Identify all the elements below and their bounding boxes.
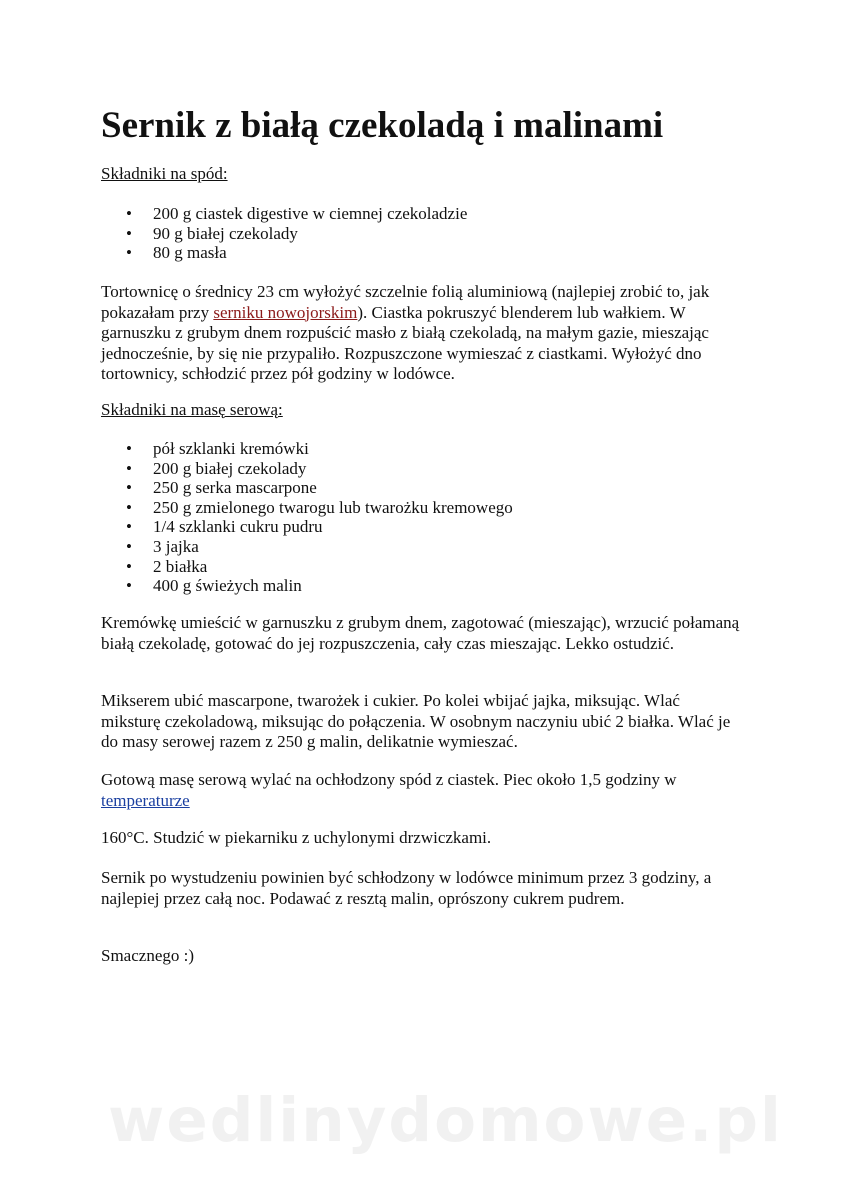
base-ingredients-heading: Składniki na spód:: [101, 164, 228, 183]
recipe-title: Sernik z białą czekoladą i malinami: [101, 105, 664, 146]
step-paragraph-2: Mikserem ubić mascarpone, twarożek i cukier. Po kolei wbijać jajka, miksując. Wlać miksturę czekoladową, miksując do połączenia. W osobnym naczyniu ubić 2 białka. Wlać je do masy serowej razem z 250 g malin, delikatnie wymieszać.: [101, 691, 731, 751]
step-paragraph-5: Sernik po wystudzeniu powinien być schłodzony w lodówce minimum przez 3 godziny, a najlepiej przez całą noc. Podawać z resztą malin, oprószony cukrem pudrem.: [101, 868, 712, 908]
base-ingredients-list: [101, 204, 467, 263]
step-paragraph-1: Kremówkę umieścić w garnuszku z grubym dnem, zagotować (mieszając), wrzucić połamaną białą czekoladę, gotować do jej rozpuszczenia, cały czas mieszając. Lekko ostudzić.: [101, 613, 740, 653]
cheese-ingredients-heading: Składniki na masę serową:: [101, 400, 283, 419]
bullet-icon: •: [126, 204, 132, 223]
temperature-link[interactable]: temperaturze: [101, 790, 190, 810]
list-item: • 2 białka: [126, 556, 208, 576]
list-item: • 3 jajka: [126, 536, 199, 556]
bullet-icon: •: [126, 517, 132, 537]
bullet-icon: •: [126, 576, 132, 596]
step-paragraph-3: Gotową masę serową wylać na ochłodzony spód z ciastek. Piec około 1,5 godziny w temperaturze: [101, 770, 677, 810]
bullet-icon: •: [126, 223, 132, 243]
cheese-ingredients-list: [101, 439, 513, 596]
list-item: • 400 g świeżych malin: [126, 576, 302, 596]
list-item: • pół szklanki kremówki: [126, 439, 309, 458]
step-paragraph-4: 160°C. Studzić w piekarniku z uchylonymi drzwiczkami.: [101, 828, 492, 847]
bullet-icon: •: [126, 243, 132, 263]
closing-line: Smacznego :): [101, 946, 194, 965]
bullet-icon: •: [126, 458, 132, 478]
list-item: • 1/4 szklanki cukru pudru: [126, 517, 323, 537]
bullet-icon: •: [126, 478, 132, 498]
bullet-icon: •: [126, 439, 132, 458]
watermark: wedlinydomowe.pl: [108, 1085, 783, 1156]
bullet-icon: •: [126, 556, 132, 576]
list-item: • 250 g zmielonego twarogu lub twarożku kremowego: [126, 497, 513, 517]
list-item: • 90 g białej czekolady: [126, 223, 298, 243]
bullet-icon: •: [126, 497, 132, 517]
bullet-icon: •: [126, 536, 132, 556]
list-item: • 250 g serka mascarpone: [126, 478, 317, 498]
cheesecake-link[interactable]: serniku nowojorskim: [213, 302, 358, 322]
list-item: • 200 g ciastek digestive w ciemnej czekoladzie: [126, 204, 468, 223]
list-item: • 200 g białej czekolady: [126, 458, 307, 478]
list-item: • 80 g masła: [126, 243, 227, 263]
base-instructions: Tortownicę o średnicy 23 cm wyłożyć szczelnie folią aluminiową (najlepiej zrobić to, jak pokazałam przy serniku nowojorskim). Ciastka pokruszyć blenderem lub wałkiem. W garnuszku z grubym dnem rozpuścić masło z białą czekoladą, na małym gazie, mieszając jednocześnie, by się nie przypaliło. Rozpuszczone wymieszać z ciastkami. Wyłożyć dno tortownicy, schłodzić przez pół godziny w lodówce.: [101, 282, 710, 383]
